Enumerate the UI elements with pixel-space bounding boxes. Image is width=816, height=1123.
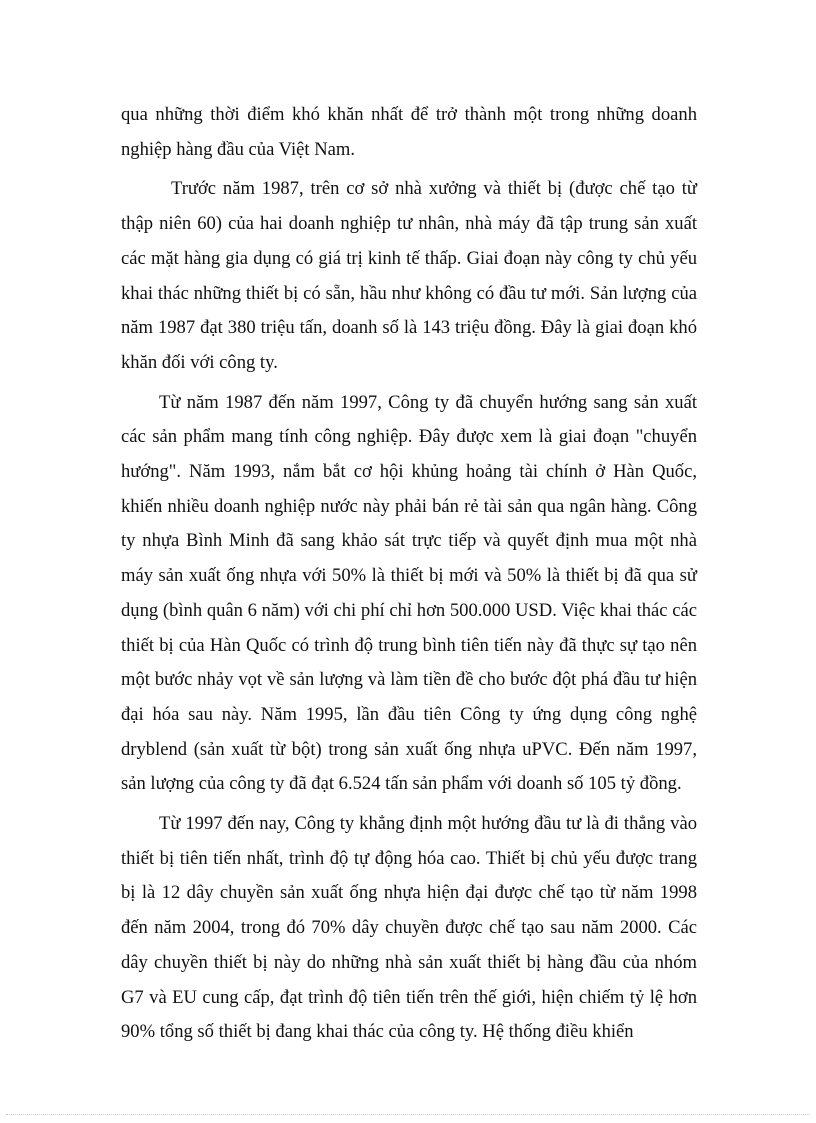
paragraph-continuation: qua những thời điểm khó khăn nhất để trở thành một trong những doanh nghiệp hàng đầu của Việt Nam. (121, 104, 697, 160)
document-body (121, 98, 697, 1055)
paragraph-1997-present: Từ 1997 đến nay, Công ty khẳng định một hướng đầu tư là đi thẳng vào thiết bị tiên tiến nhất, trình độ tự động hóa cao. Thiết bị chủ yếu được trang bị là 12 dây chuyền sản xuất ống nhựa hiện đại được chế tạo từ năm 1998 đến năm 2004, trong đó 70% dây chuyền được chế tạo sau năm 2000. Các dây chuyền thiết bị này do những nhà sản xuất thiết bị hàng đầu của nhóm G7 và EU cung cấp, đạt trình độ tiên tiến trên thế giới, hiện chiếm tỷ lệ hơn 90% tổng số thiết bị đang khai thác của công ty. Hệ thống điều khiển (121, 813, 697, 1043)
page-bottom-divider (6, 1114, 810, 1115)
paragraph-1987-1997: Từ năm 1987 đến năm 1997, Công ty đã chuyển hướng sang sản xuất các sản phẩm mang tính công nghiệp. Đây được xem là giai đoạn "chuyển hướng". Năm 1993, nắm bắt cơ hội khủng hoảng tài chính ở Hàn Quốc, khiến nhiều doanh nghiệp nước này phải bán rẻ tài sản qua ngân hàng. Công ty nhựa Bình Minh đã sang khảo sát trực tiếp và quyết định mua một nhà máy sản xuất ống nhựa với 50% là thiết bị mới và 50% là thiết bị đã qua sử dụng (bình quân 6 năm) với chi phí chỉ hơn 500.000 USD. Việc khai thác các thiết bị của Hàn Quốc có trình độ trung bình tiên tiến này đã thực sự tạo nên một bước nhảy vọt về sản lượng và làm tiền đề cho bước đột phá đầu tư hiện đại hóa sau này. Năm 1995, lần đầu tiên Công ty ứng dụng công nghệ dryblend (sản xuất từ bột) trong sản xuất ống nhựa uPVC. Đến năm 1997, sản lượng của công ty đã đạt 6.524 tấn sản phẩm với doanh số 105 tỷ đồng. (121, 391, 697, 795)
paragraph-before-1987: Trước năm 1987, trên cơ sở nhà xưởng và thiết bị (được chế tạo từ thập niên 60) của hai doanh nghiệp tư nhân, nhà máy đã tập trung sản xuất các mặt hàng gia dụng có giá trị kinh tế thấp. Giai đoạn này công ty chủ yếu khai thác những thiết bị có sẵn, hầu như không có đầu tư mới. Sản lượng của năm 1987 đạt 380 triệu tấn, doanh số là 143 triệu đồng. Đây là giai đoạn khó khăn đối với công ty. (121, 178, 697, 373)
